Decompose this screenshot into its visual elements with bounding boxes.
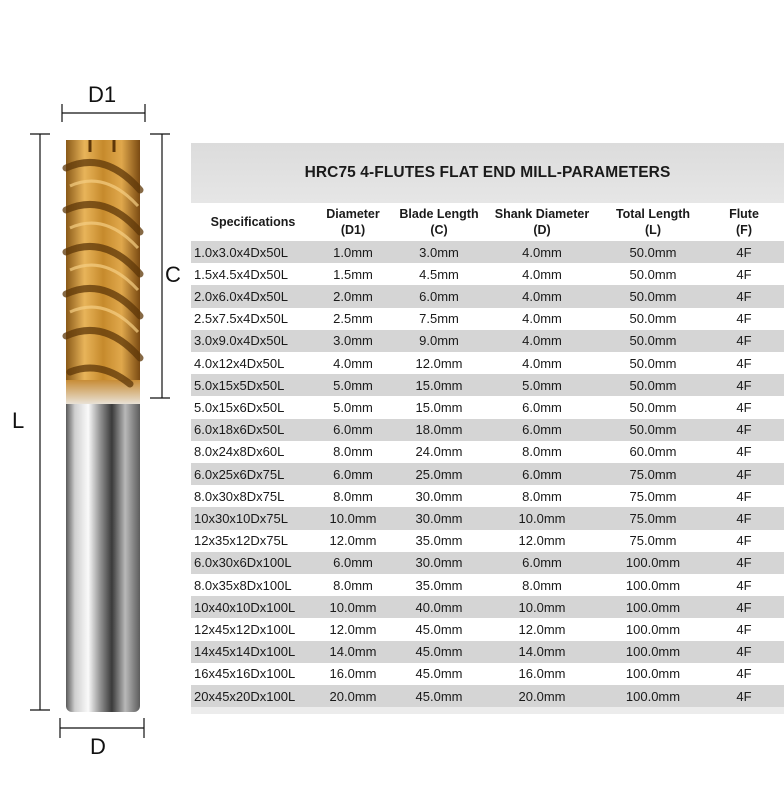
cell-spec: 12x35x12Dx75L	[194, 533, 288, 549]
end-mill-diagram	[0, 0, 190, 784]
cell-diameter: 1.0mm	[333, 244, 373, 260]
cell-spec: 5.0x15x5Dx50L	[194, 377, 285, 393]
cell-total-length: 60.0mm	[629, 444, 677, 460]
cell-total-length: 50.0mm	[629, 355, 677, 371]
cell-total-length: 75.0mm	[629, 510, 677, 526]
shank	[66, 398, 140, 712]
cell-flute: 4F	[736, 555, 752, 571]
cell-blade-length: 30.0mm	[415, 488, 463, 504]
cell-total-length: 50.0mm	[629, 288, 677, 304]
header-name: Blade Length	[399, 207, 479, 221]
cell-total-length: 50.0mm	[629, 244, 677, 260]
header-symbol: (C)	[430, 223, 448, 237]
table-row	[191, 419, 784, 441]
cell-blade-length: 25.0mm	[415, 466, 463, 482]
cell-flute: 4F	[736, 488, 752, 504]
cell-diameter: 6.0mm	[333, 422, 373, 438]
table-row	[191, 463, 784, 485]
cell-total-length: 75.0mm	[629, 488, 677, 504]
cell-total-length: 100.0mm	[625, 644, 681, 660]
cell-total-length: 50.0mm	[629, 333, 677, 349]
cell-total-length: 100.0mm	[625, 688, 681, 704]
cell-blade-length: 30.0mm	[415, 510, 463, 526]
cell-blade-length: 7.5mm	[419, 311, 459, 327]
header-name: Diameter	[326, 207, 380, 221]
d-label: D	[90, 734, 106, 759]
cell-total-length: 100.0mm	[625, 599, 681, 615]
cell-shank-diameter: 20.0mm	[518, 688, 566, 704]
cell-diameter: 1.5mm	[333, 266, 373, 282]
cell-total-length: 100.0mm	[625, 577, 681, 593]
cell-diameter: 5.0mm	[333, 399, 373, 415]
cell-spec: 8.0x30x8Dx75L	[194, 488, 285, 504]
cell-flute: 4F	[736, 244, 752, 260]
cell-shank-diameter: 16.0mm	[518, 666, 566, 682]
cell-flute: 4F	[736, 288, 752, 304]
header-shank-diameter	[487, 203, 597, 241]
cell-shank-diameter: 4.0mm	[522, 288, 562, 304]
header-name: Specifications	[210, 215, 296, 229]
cell-total-length: 50.0mm	[629, 266, 677, 282]
l-label: L	[12, 408, 25, 433]
table-row	[191, 308, 784, 330]
table-row	[191, 596, 784, 618]
cell-diameter: 14.0mm	[329, 644, 377, 660]
cell-diameter: 16.0mm	[329, 666, 377, 682]
table-header-row	[191, 203, 784, 241]
cell-shank-diameter: 6.0mm	[522, 399, 562, 415]
header-total-length	[597, 203, 709, 241]
cell-shank-diameter: 5.0mm	[522, 377, 562, 393]
cell-flute: 4F	[736, 510, 752, 526]
cell-shank-diameter: 8.0mm	[522, 577, 562, 593]
cell-spec: 2.5x7.5x4Dx50L	[194, 311, 288, 327]
table-row	[191, 263, 784, 285]
cell-shank-diameter: 12.0mm	[518, 621, 566, 637]
cell-total-length: 100.0mm	[625, 666, 681, 682]
d1-label: D1	[88, 82, 117, 107]
parameter-table	[191, 143, 784, 714]
cell-spec: 3.0x9.0x4Dx50L	[194, 333, 288, 349]
cell-total-length: 50.0mm	[629, 422, 677, 438]
table-row	[191, 285, 784, 307]
cell-blade-length: 4.5mm	[419, 266, 459, 282]
cell-diameter: 12.0mm	[329, 621, 377, 637]
header-flute	[709, 203, 779, 241]
table-row	[191, 352, 784, 374]
cell-flute: 4F	[736, 466, 752, 482]
cell-shank-diameter: 4.0mm	[522, 266, 562, 282]
cell-shank-diameter: 10.0mm	[518, 599, 566, 615]
cell-spec: 1.5x4.5x4Dx50L	[194, 266, 288, 282]
cell-total-length: 75.0mm	[629, 533, 677, 549]
cell-blade-length: 45.0mm	[415, 688, 463, 704]
end-mill-drawing	[0, 0, 190, 784]
table-row	[191, 507, 784, 529]
table-row	[191, 574, 784, 596]
cell-spec: 10x40x10Dx100L	[194, 599, 296, 615]
cell-flute: 4F	[736, 621, 752, 637]
cell-blade-length: 45.0mm	[415, 621, 463, 637]
cell-shank-diameter: 8.0mm	[522, 444, 562, 460]
table-row	[191, 685, 784, 707]
cell-spec: 6.0x18x6Dx50L	[194, 422, 285, 438]
cell-total-length: 75.0mm	[629, 466, 677, 482]
cell-diameter: 2.0mm	[333, 288, 373, 304]
cell-blade-length: 18.0mm	[415, 422, 463, 438]
table-row	[191, 396, 784, 418]
header-name: Total Length	[615, 207, 691, 221]
cell-blade-length: 15.0mm	[415, 377, 463, 393]
cell-spec: 10x30x10Dx75L	[194, 510, 288, 526]
table-row	[191, 374, 784, 396]
cell-spec: 8.0x35x8Dx100L	[194, 577, 292, 593]
cell-spec: 1.0x3.0x4Dx50L	[194, 244, 288, 260]
cell-total-length: 50.0mm	[629, 377, 677, 393]
cell-diameter: 10.0mm	[329, 510, 377, 526]
cell-total-length: 50.0mm	[629, 311, 677, 327]
cell-flute: 4F	[736, 333, 752, 349]
header-symbol: (L)	[645, 223, 661, 237]
cell-flute: 4F	[736, 355, 752, 371]
table-row	[191, 485, 784, 507]
cell-flute: 4F	[736, 599, 752, 615]
cell-diameter: 12.0mm	[329, 533, 377, 549]
cell-flute: 4F	[736, 444, 752, 460]
cell-spec: 16x45x16Dx100L	[194, 666, 296, 682]
cell-shank-diameter: 6.0mm	[522, 555, 562, 571]
cell-diameter: 10.0mm	[329, 599, 377, 615]
header-symbol: (F)	[736, 223, 752, 237]
cell-blade-length: 24.0mm	[415, 444, 463, 460]
cell-flute: 4F	[736, 311, 752, 327]
cell-diameter: 4.0mm	[333, 355, 373, 371]
header-blade-length	[391, 203, 487, 241]
cell-diameter: 2.5mm	[333, 311, 373, 327]
cell-spec: 8.0x24x8Dx60L	[194, 444, 285, 460]
cell-diameter: 8.0mm	[333, 444, 373, 460]
cell-blade-length: 12.0mm	[415, 355, 463, 371]
table-row	[191, 330, 784, 352]
table-row	[191, 441, 784, 463]
cell-total-length: 100.0mm	[625, 555, 681, 571]
cell-shank-diameter: 10.0mm	[518, 510, 566, 526]
cell-blade-length: 15.0mm	[415, 399, 463, 415]
cell-spec: 6.0x25x6Dx75L	[194, 466, 285, 482]
cell-shank-diameter: 6.0mm	[522, 466, 562, 482]
cell-flute: 4F	[736, 399, 752, 415]
cell-diameter: 3.0mm	[333, 333, 373, 349]
header-diameter	[315, 203, 391, 241]
cell-blade-length: 35.0mm	[415, 533, 463, 549]
cell-spec: 12x45x12Dx100L	[194, 621, 296, 637]
header-specifications	[191, 203, 315, 241]
cell-flute: 4F	[736, 666, 752, 682]
table-row	[191, 552, 784, 574]
cell-spec: 14x45x14Dx100L	[194, 644, 296, 660]
cell-flute: 4F	[736, 577, 752, 593]
header-symbol: (D1)	[340, 223, 366, 237]
cell-shank-diameter: 4.0mm	[522, 311, 562, 327]
cell-blade-length: 35.0mm	[415, 577, 463, 593]
cell-spec: 20x45x20Dx100L	[194, 688, 296, 704]
cell-shank-diameter: 4.0mm	[522, 244, 562, 260]
table-row	[191, 618, 784, 640]
cell-blade-length: 45.0mm	[415, 666, 463, 682]
table-title: HRC75 4-FLUTES FLAT END MILL-PARAMETERS	[191, 143, 784, 203]
cell-diameter: 5.0mm	[333, 377, 373, 393]
table-row	[191, 241, 784, 263]
cell-blade-length: 3.0mm	[419, 244, 459, 260]
cell-flute: 4F	[736, 377, 752, 393]
cell-spec: 4.0x12x4Dx50L	[194, 355, 285, 371]
cell-blade-length: 45.0mm	[415, 644, 463, 660]
cell-shank-diameter: 4.0mm	[522, 333, 562, 349]
header-name: Shank Diameter	[494, 207, 590, 221]
c-label: C	[165, 262, 181, 287]
cell-shank-diameter: 6.0mm	[522, 422, 562, 438]
cell-total-length: 100.0mm	[625, 621, 681, 637]
table-row	[191, 530, 784, 552]
cell-total-length: 50.0mm	[629, 399, 677, 415]
cell-diameter: 8.0mm	[333, 488, 373, 504]
cell-flute: 4F	[736, 533, 752, 549]
cell-flute: 4F	[736, 422, 752, 438]
cell-flute: 4F	[736, 266, 752, 282]
cell-blade-length: 6.0mm	[419, 288, 459, 304]
header-name: Flute	[729, 207, 759, 221]
header-symbol: (D)	[533, 223, 551, 237]
cell-blade-length: 30.0mm	[415, 555, 463, 571]
cell-spec: 5.0x15x6Dx50L	[194, 399, 285, 415]
cell-shank-diameter: 8.0mm	[522, 488, 562, 504]
cell-blade-length: 40.0mm	[415, 599, 463, 615]
cell-diameter: 8.0mm	[333, 577, 373, 593]
cell-shank-diameter: 14.0mm	[518, 644, 566, 660]
table-row	[191, 663, 784, 685]
cell-flute: 4F	[736, 688, 752, 704]
table-row	[191, 641, 784, 663]
cell-diameter: 6.0mm	[333, 466, 373, 482]
cell-spec: 6.0x30x6Dx100L	[194, 555, 292, 571]
cell-flute: 4F	[736, 644, 752, 660]
cell-diameter: 6.0mm	[333, 555, 373, 571]
cell-spec: 2.0x6.0x4Dx50L	[194, 288, 288, 304]
cell-blade-length: 9.0mm	[419, 333, 459, 349]
cell-shank-diameter: 4.0mm	[522, 355, 562, 371]
cell-shank-diameter: 12.0mm	[518, 533, 566, 549]
l-dimension	[30, 134, 50, 710]
cell-diameter: 20.0mm	[329, 688, 377, 704]
